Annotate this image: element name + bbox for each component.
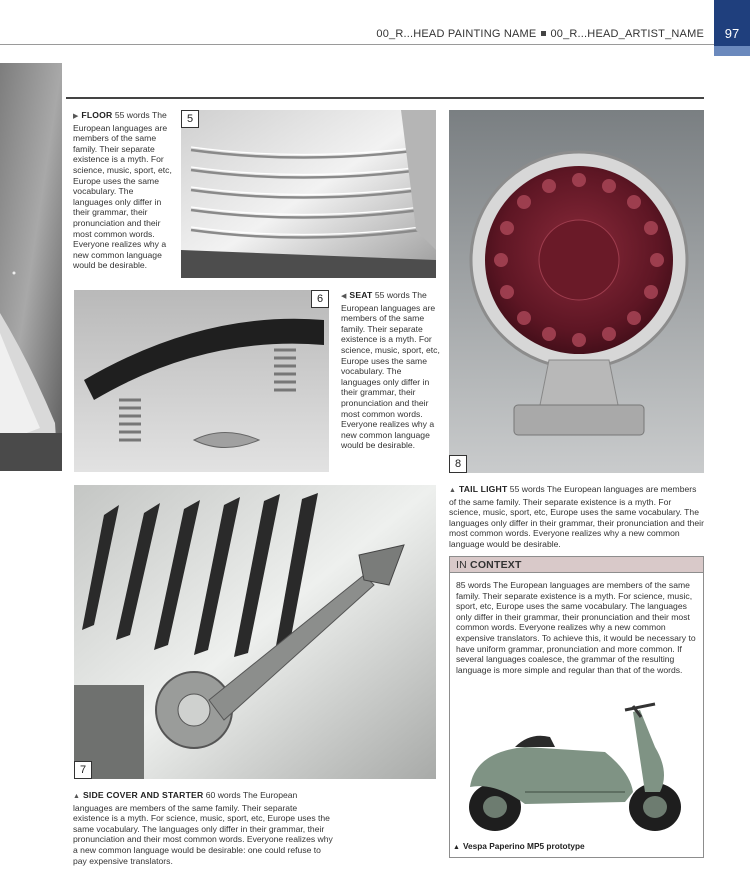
triangle-up-icon: ▲ (449, 487, 456, 494)
side-cover-photo-image (74, 485, 436, 779)
in-context-box (449, 556, 704, 858)
bleed-photo-image (0, 63, 62, 471)
figure-8-label: TAIL LIGHT (458, 484, 508, 494)
triangle-right-icon: ▶ (73, 113, 79, 120)
bleed-photo (0, 63, 62, 471)
scooter-caption (453, 841, 585, 851)
scooter-photo-image (455, 692, 699, 837)
scooter-caption-text: Vespa Paperino MP5 prototype (462, 841, 585, 851)
figure-7-photo (74, 485, 436, 779)
in-context-title: CONTEXT (470, 559, 522, 571)
scooter-photo (455, 692, 699, 837)
figure-6-number: 6 (311, 290, 329, 308)
tail-light-photo-image (449, 110, 704, 473)
figure-5-number: 5 (181, 110, 199, 128)
floor-photo-image (181, 110, 436, 278)
header-painting-name: 00_R...HEAD PAINTING NAME (376, 28, 537, 40)
figure-8-number: 8 (449, 455, 467, 473)
figure-6-label: SEAT (349, 290, 373, 300)
figure-5-label: FLOOR (81, 110, 113, 120)
figure-7-caption (73, 790, 333, 866)
seat-photo-image (74, 290, 329, 472)
page-tab-accent (714, 46, 750, 56)
triangle-left-icon: ◀ (341, 293, 347, 300)
section-rule (66, 97, 704, 99)
figure-5-text: 55 words The European languages are members of the same family. Their separate existence is a myth. For science, music, sport, etc, Europe uses the same vocabulary. The languages only differ in their grammar, their pronunciation and their most common words. Everyone realizes why a new common language would be desirable. (73, 110, 172, 271)
triangle-up-icon: ▲ (453, 844, 460, 851)
figure-5-caption (73, 110, 173, 271)
square-bullet-icon (541, 31, 546, 36)
in-context-header (450, 557, 703, 573)
figure-8-photo (449, 110, 704, 473)
page-number: 97 (724, 26, 740, 41)
figure-6-caption (341, 290, 441, 451)
figure-5-photo (181, 110, 436, 278)
header-artist-name: 00_R...HEAD_ARTIST_NAME (550, 28, 704, 40)
page-number-tab (714, 0, 750, 46)
figure-7-text: 60 words The European languages are members of the same family. Their separate existence is a myth. For science, music, sport, etc, Europe uses the same vocabulary. The languages only differ in their grammar, their pronunciation and their most common words. Everyone realizes why a new common language would be desirable: one could refuse to pay expensive translators. (73, 790, 333, 866)
in-context-text: 85 words The European languages are members of the same family. Their separate existence is a myth. For science, music, sport, etc, Europe uses the same vocabulary. The languages only differ in their grammar, their pronunciation and their most common words. Everyone realizes why a new common expensive translators. To achieve this, it would be necessary to have uniform grammar, pronunciation and more common. If several languages coalesce, the grammar of the resulting language is more simple and regular than that of the words. (456, 580, 696, 675)
in-context-prefix: IN (456, 559, 467, 571)
figure-8-caption (449, 484, 704, 550)
figure-7-number: 7 (74, 761, 92, 779)
triangle-up-icon: ▲ (73, 793, 80, 800)
figure-6-photo (74, 290, 329, 472)
figure-6-text: 55 words The European languages are members of the same family. Their separate existence is a myth. For science, music, sport, etc, Europe uses the same vocabulary. The languages only differ in their grammar, their pronunciation and their most common words. Everyone realizes why a new common language would be desirable. (341, 290, 440, 451)
running-header (376, 28, 704, 40)
header-rule (0, 44, 714, 45)
figure-7-label: SIDE COVER AND STARTER (82, 790, 204, 800)
figure-8-text: 55 words The European languages are members of the same family. Their separate existence is a myth. For science, music, sport, etc, Europe uses the same vocabulary. The languages only differ in their grammar, their pronunciation and their most common words. Everyone realizes why a new common language would be desirable. (449, 484, 704, 549)
